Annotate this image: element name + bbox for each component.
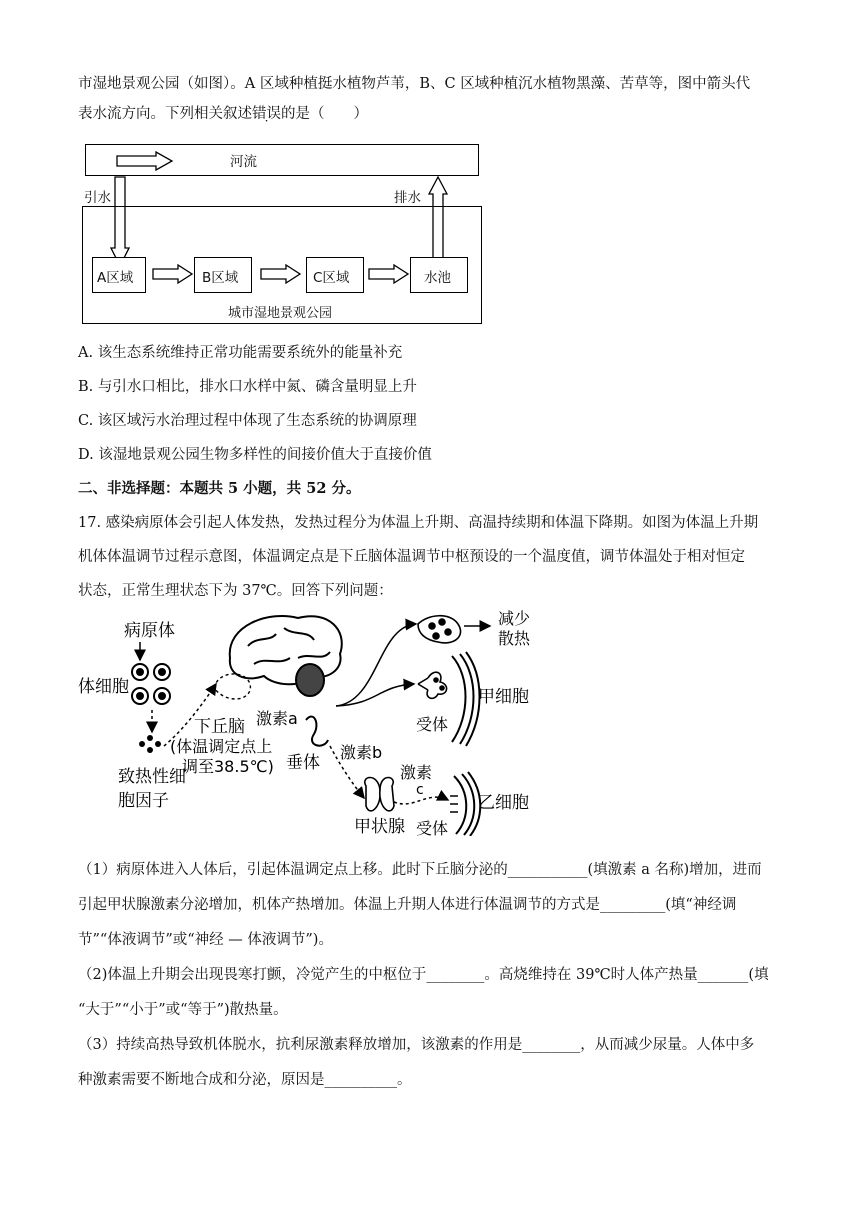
receptor-label-2: 受体 — [416, 819, 449, 836]
body-cell-icon — [132, 664, 170, 704]
q16-intro-post: 的是（ ） — [281, 106, 368, 122]
cell-yi-membrane — [450, 772, 480, 836]
flow-arrow-icon — [368, 264, 410, 284]
pyrogen-label-1: 致热性细 — [118, 767, 186, 787]
park-label: 城市湿地景观公园 — [228, 306, 333, 321]
reduce-heat-label-1: 减少 — [498, 609, 531, 628]
pool-label: 水池 — [424, 270, 451, 286]
option-b: B. 与引水口相比，排水口水样中氮、磷含量明显上升 — [78, 379, 417, 395]
cell-jia-membrane — [452, 652, 480, 746]
cell-yi-label: 乙细胞 — [478, 793, 529, 813]
section-heading: 二、非选择题：本题共 5 小题，共 52 分。 — [78, 480, 361, 497]
body-cell-label: 体细胞 — [78, 677, 129, 697]
q17-line2: 机体体温调节过程示意图，体温调定点是下丘脑体温调节中枢预设的一个温度值，调节体温处于相对恒定 — [78, 549, 745, 565]
q16-intro-line2 — [78, 104, 368, 124]
thermoregulation-figure — [78, 606, 538, 836]
wetland-diagram — [80, 140, 482, 326]
thyroid-label: 甲状腺 — [354, 817, 405, 836]
q17-sub2-line2: “大于”“小于”或“等于”)散热量。 — [78, 1002, 288, 1018]
flow-arrow-icon — [260, 264, 302, 284]
gland-icon — [418, 616, 461, 643]
pyrogen-dots-icon — [139, 735, 161, 753]
hormone-b-label: 激素b — [340, 743, 383, 762]
hormone-c-label-2: c — [416, 782, 424, 798]
river-flow-arrow-icon — [116, 151, 176, 171]
pituitary-icon — [306, 717, 328, 746]
setpoint-label-2: 调至38.5℃) — [182, 757, 274, 776]
neuron-terminal-icon — [418, 672, 447, 698]
q17-line1: 17. 感染病原体会引起人体发热，发热过程分为体温上升期、高温持续期和体温下降期。如图为体温上升期 — [78, 515, 759, 531]
q17-sub1-line2: 引起甲状腺激素分泌增加，机体产热增加。体温上升期人体进行体温调节的方式是_________(填“神经调 — [78, 897, 737, 913]
cell-jia-label: 甲细胞 — [478, 687, 529, 707]
receptor-label-1: 受体 — [416, 715, 449, 734]
reduce-heat-label-2: 散热 — [498, 629, 531, 648]
river-label: 河流 — [230, 154, 257, 170]
q16-intro-line1: 市湿地景观公园（如图）。A 区域种植挺水植物芦苇，B、C 区域种植沉水植物黑藻、苦草等，图中箭头代 — [78, 76, 751, 92]
option-a: A. 该生态系统维持正常功能需要系统外的能量补充 — [78, 345, 403, 361]
q17-sub1-line1: （1）病原体进入人体后，引起体温调定点上移。此时下丘脑分泌的___________(填激素 a 名称)增加，进而 — [78, 862, 762, 878]
q17-line3: 状态，正常生理状态下为 37℃。回答下列问题： — [78, 583, 393, 599]
thyroid-icon — [365, 778, 394, 811]
pituitary-label: 垂体 — [286, 753, 320, 773]
pyrogen-label-2: 胞因子 — [118, 791, 169, 811]
zone-c-label: C区域 — [313, 270, 350, 286]
q17-sub1-line3: 节”“体液调节”或“神经 — 体液调节”)。 — [78, 932, 333, 948]
flow-arrow-icon — [152, 264, 194, 284]
pathogen-label: 病原体 — [124, 621, 175, 641]
brain-icon — [230, 616, 342, 696]
zone-a-label: A区域 — [97, 270, 134, 286]
q17-sub2-line1: （2)体温上升期会出现畏寒打颤，冷觉产生的中枢位于________。高烧维持在 39℃时人体产热量_______(填 — [78, 967, 769, 983]
q16-intro-pre: 表水流方向。下列相关叙述 — [78, 106, 252, 122]
hormone-c-label-1: 激素 — [400, 763, 433, 782]
option-d: D. 该湿地景观公园生物多样性的间接价值大于直接价值 — [78, 447, 432, 463]
intake-label: 引水 — [84, 190, 111, 206]
hormone-a-label: 激素a — [256, 709, 298, 728]
q17-sub3-line2: 种激素需要不断地合成和分泌，原因是__________。 — [78, 1072, 412, 1088]
q17-sub3-line1: （3）持续高热导致机体脱水，抗利尿激素释放增加，该激素的作用是________，从而减少尿量。人体中多 — [78, 1037, 755, 1053]
setpoint-label-1: (体温调定点上 — [170, 737, 273, 756]
zone-b-label: B区域 — [202, 270, 239, 286]
q16-emphasis-wrong: 错误 — [252, 106, 281, 122]
hypothalamus-label: 下丘脑 — [194, 717, 245, 737]
option-c: C. 该区域污水治理过程中体现了生态系统的协调原理 — [78, 413, 417, 429]
drain-label: 排水 — [394, 190, 421, 206]
